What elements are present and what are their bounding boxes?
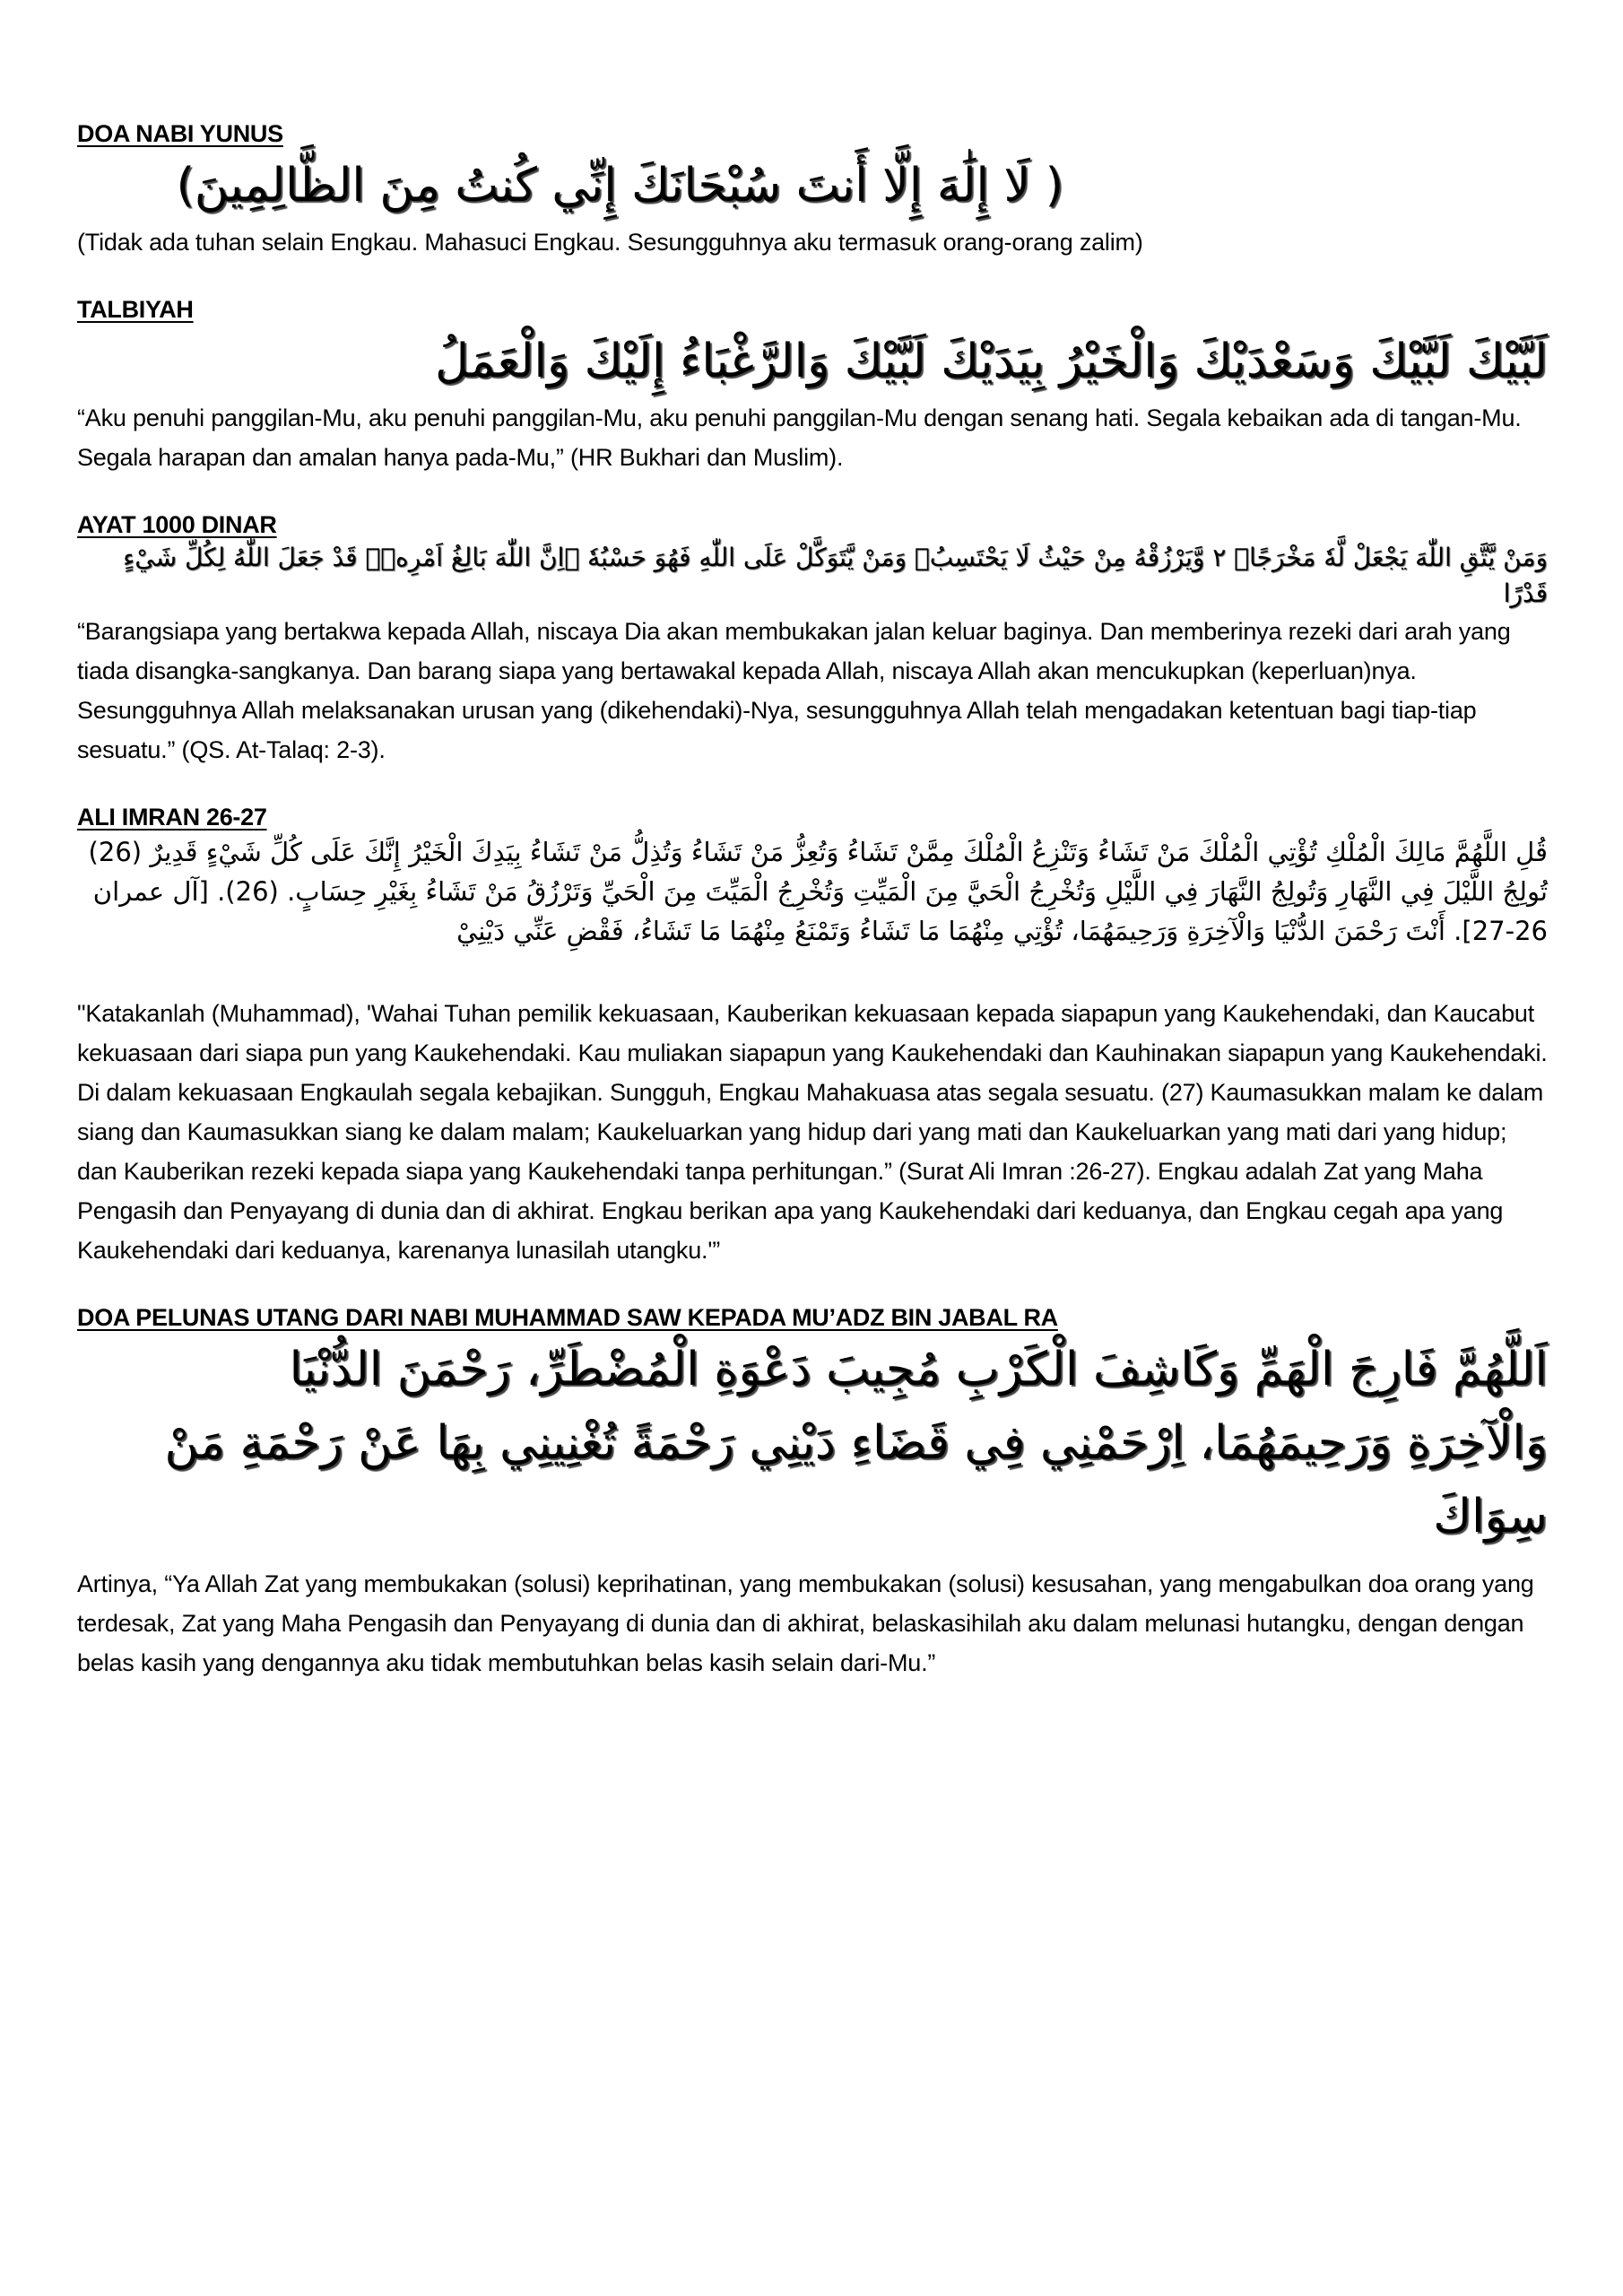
- translation-text: "Katakanlah (Muhammad), 'Wahai Tuhan pemilik kekuasaan, Kauberikan kekuasaan kepada siapapun yang Kaukehendaki, dan Kaucabut kekuasaan dari siapa pun yang Kaukehendaki. Kau muliakan siapapun yang Kaukehendaki dan Kauhinakan siapapun yang Kaukehendaki. Di dalam kekuasaan Engkaulah segala kebajikan. Sungguh, Engkau Mahakuasa atas segala sesuatu. (27) Kaumasukkan malam ke dalam siang dan Kaumasukkan siang ke dalam malam; Kaukeluarkan yang hidup dari yang mati dan Kaukeluarkan yang mati dari yang hidup; dan Kauberikan rezeki kepada siapa yang Kaukehendaki tanpa perhitungan.” (Surat Ali Imran :26-27). Engkau adalah Zat yang Maha Pengasih dan Penyayang di dunia dan di akhirat. Engkau berikan apa yang Kaukehendaki dari keduanya, dan Engkau cegah apa yang Kaukehendaki dari keduanya, karenanya lunasilah utangku.'”: [77, 1000, 1548, 1264]
- arabic-text-line-2: وَالْآخِرَةِ وَرَحِيمَهُمَا، اِرْحَمْنِي فِي قَضَاءِ دَيْنِي رَحْمَةً تُغْنِينِي بِهَا عَنْ رَحْمَةِ مَنْ سِوَاكَ: [164, 1416, 1548, 1544]
- section-heading: ALI IMRAN 26-27: [77, 804, 267, 831]
- section-ayat-1000-dinar: [77, 509, 1548, 770]
- section-doa-pelunas-utang: [77, 1302, 1548, 1683]
- document-page: [77, 118, 1548, 1683]
- translation-text: (Tidak ada tuhan selain Engkau. Mahasuci Engkau. Sesungguhnya aku termasuk orang-orang zalim): [77, 229, 1143, 256]
- arabic-text: لَبَّيْكَ لَبَّيْكَ وَسَعْدَيْكَ وَالْخَيْرُ بِيَدَيْكَ لَبَّيْكَ وَالرَّغْبَاءُ إِلَيْكَ وَالْعَمَلُ: [435, 335, 1548, 388]
- translation-text: “Barangsiapa yang bertakwa kepada Allah, niscaya Dia akan membukakan jalan keluar baginya. Dan memberinya rezeki dari arah yang tiada disangka-sangkanya. Dan barang siapa yang bertawakal kepada Allah, niscaya Allah akan mencukupkan (keperluan)nya. Sesungguhnya Allah melaksanakan urusan yang (dikehendaki)-Nya, sesungguhnya Allah telah mengadakan ketentuan bagi tiap-tiap sesuatu.” (QS. At-Talaq: 2-3).: [77, 618, 1511, 763]
- section-heading: AYAT 1000 DINAR: [77, 511, 277, 538]
- section-heading: DOA PELUNAS UTANG DARI NABI MUHAMMAD SAW KEPADA MU’ADZ BIN JABAL RA: [77, 1304, 1058, 1331]
- arabic-text-line-1: اَللَّهُمَّ فَارِجَ الْهَمِّ وَكَاشِفَ الْكَرْبِ مُجِيبَ دَعْوَةِ الْمُضْطَرِّ، رَحْمَنَ الدُّنْيَا: [289, 1343, 1548, 1396]
- translation-text: “Aku penuhi panggilan-Mu, aku penuhi panggilan-Mu, aku penuhi panggilan-Mu dengan senang hati. Segala kebaikan ada di tangan-Mu. Segala harapan dan amalan hanya pada-Mu,” (HR Bukhari dan Muslim).: [77, 404, 1522, 471]
- arabic-text: وَمَنْ يَّتَّقِ اللّٰهَ يَجْعَلْ لَّهٗ مَخْرَجًاۙ ٢ وَّيَرْزُقْهُ مِنْ حَيْثُ لَا يَحْتَسِبُۗ وَمَنْ يَّتَوَكَّلْ عَلَى اللّٰهِ فَهُوَ حَسْبُهٗ ۗاِنَّ اللّٰهَ بَالِغُ اَمْرِهٖۗ قَدْ جَعَلَ اللّٰهُ لِكُلِّ شَيْءٍ قَدْرًا: [123, 543, 1548, 608]
- section-heading: TALBIYAH: [77, 296, 194, 323]
- section-ali-imran: [77, 802, 1548, 1270]
- section-talbiyah: [77, 294, 1548, 477]
- section-doa-nabi-yunus: [77, 118, 1548, 262]
- translation-text: Artinya, “Ya Allah Zat yang membukakan (solusi) keprihatinan, yang membukakan (solusi) kesusahan, yang mengabulkan doa orang yang terdesak, Zat yang Maha Pengasih dan Penyayang di dunia dan di akhirat, belaskasihilah aku dalam melunasi hutangku, dengan dengan belas kasih yang dengannya aku tidak membutuhkan belas kasih selain dari-Mu.”: [77, 1570, 1534, 1676]
- arabic-text: قُلِ اللَّهُمَّ مَالِكَ الْمُلْكِ تُؤْتِي الْمُلْكَ مَنْ تَشَاءُ وَتَنْزِعُ الْمُلْكَ مِمَّنْ تَشَاءُ وَتُعِزُّ مَنْ تَشَاءُ وَتُذِلُّ مَنْ تَشَاءُ بِيَدِكَ الْخَيْرُ إِنَّكَ عَلَى كُلِّ شَيْءٍ قَدِيرٌ (26) تُولِجُ اللَّيْلَ فِي النَّهَارِ وَتُولِجُ النَّهَارَ فِي اللَّيْلِ وَتُخْرِجُ الْحَيَّ مِنَ الْمَيِّتِ وَتُخْرِجُ الْمَيِّتَ مِنَ الْحَيِّ وَتَرْزُقُ مَنْ تَشَاءُ بِغَيْرِ حِسَابٍ. (26). [آل عمران 26-27]. أَنْتَ رَحْمَنَ الدُّنْيَا وَالْآخِرَةِ وَرَحِيمَهُمَا، تُؤْتِي مِنْهُمَا مَا تَشَاءُ وَتَمْنَعُ مِنْهُمَا مَا تَشَاءُ، فَقْضِ عَنِّي دَيْنِيْ: [88, 837, 1548, 946]
- section-heading: DOA NABI YUNUS: [77, 120, 283, 147]
- arabic-text: ( لَا إِلَٰهَ إِلَّا أَنتَ سُبْحَانَكَ إِنِّي كُنتُ مِنَ الظَّالِمِينَ): [176, 159, 1063, 213]
